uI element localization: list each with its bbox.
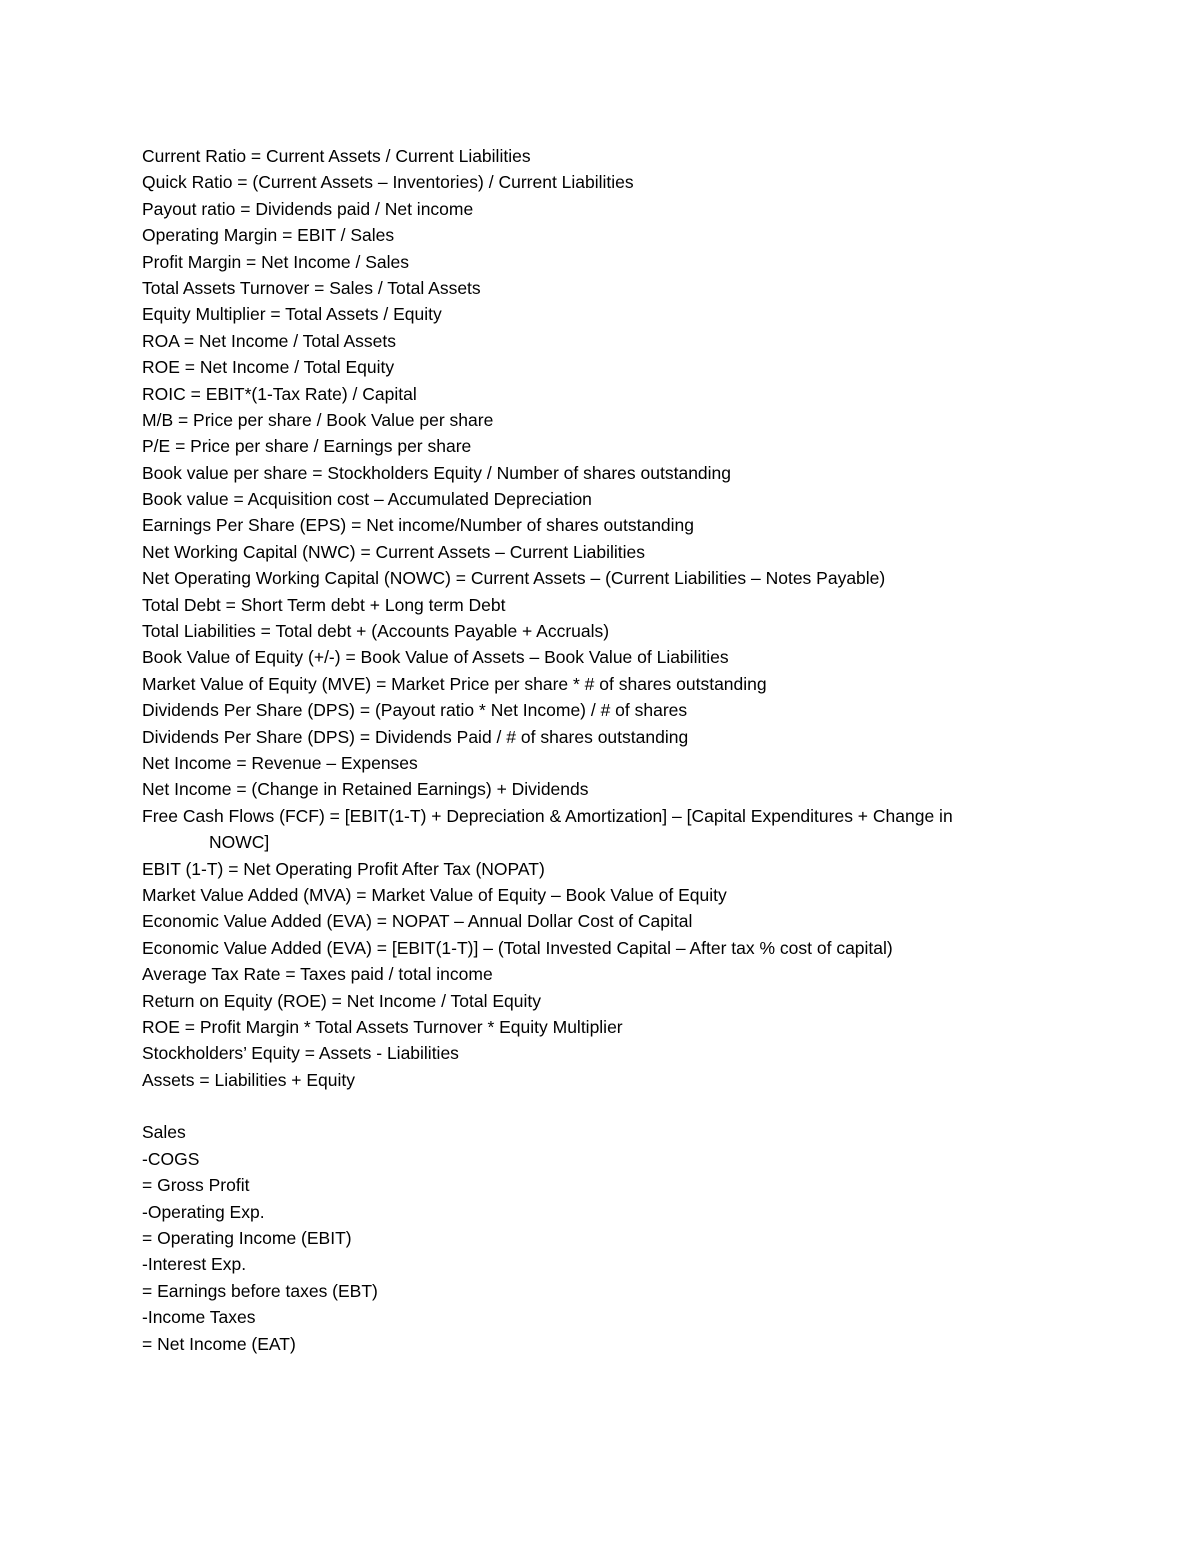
income-statement [142, 1119, 1102, 1357]
formula-line: Average Tax Rate = Taxes paid / total income [142, 964, 493, 985]
formula-line: Book value per share = Stockholders Equity / Number of shares outstanding [142, 462, 732, 483]
formula-line: Earnings Per Share (EPS) = Net income/Number of shares outstanding [142, 515, 695, 536]
income-statement-line: = Earnings before taxes (EBT) [142, 1280, 378, 1301]
formula-line: Assets = Liabilities + Equity [142, 1069, 356, 1090]
formula-line: Profit Margin = Net Income / Sales [142, 251, 409, 272]
formula-line: Return on Equity (ROE) = Net Income / Total Equity [142, 990, 541, 1011]
income-statement-line: Sales [142, 1122, 186, 1143]
formula-line: ROE = Profit Margin * Total Assets Turnover * Equity Multiplier [142, 1016, 623, 1037]
formula-line: Net Income = (Change in Retained Earnings) + Dividends [142, 779, 589, 800]
formula-line: Dividends Per Share (DPS) = (Payout ratio * Net Income) / # of shares [142, 700, 688, 721]
income-statement-line: = Net Income (EAT) [142, 1333, 296, 1354]
document-body [142, 143, 1102, 1357]
formula-line: Book value = Acquisition cost – Accumulated Depreciation [142, 489, 592, 510]
formula-line: Net Working Capital (NWC) = Current Assets – Current Liabilities [142, 541, 645, 562]
formula-line: Market Value Added (MVA) = Market Value of Equity – Book Value of Equity [142, 884, 727, 905]
formula-line: Net Operating Working Capital (NOWC) = Current Assets – (Current Liabilities – Notes Payable) [142, 568, 886, 589]
formula-line: Total Liabilities = Total debt + (Accounts Payable + Accruals) [142, 621, 610, 642]
formula-line: Quick Ratio = (Current Assets – Inventories) / Current Liabilities [142, 172, 634, 193]
blank-line [142, 1093, 1102, 1119]
formula-line: EBIT (1-T) = Net Operating Profit After Tax (NOPAT) [142, 858, 545, 879]
formula-line: Equity Multiplier = Total Assets / Equity [142, 304, 442, 325]
formula-line: Market Value of Equity (MVE) = Market Price per share * # of shares outstanding [142, 673, 767, 694]
formula-line: Free Cash Flows (FCF) = [EBIT(1-T) + Depreciation & Amortization] – [Capital Expenditures + Change in [142, 805, 953, 826]
formula-line: Payout ratio = Dividends paid / Net income [142, 198, 474, 219]
formula-line: M/B = Price per share / Book Value per share [142, 409, 494, 430]
formula-line-continuation: NOWC] [209, 832, 270, 853]
formula-list [142, 143, 1102, 1093]
income-statement-line: = Operating Income (EBIT) [142, 1228, 352, 1249]
formula-line: Total Debt = Short Term debt + Long term Debt [142, 594, 506, 615]
income-statement-line: -Income Taxes [142, 1307, 256, 1328]
formula-line: Operating Margin = EBIT / Sales [142, 225, 395, 246]
formula-line: ROE = Net Income / Total Equity [142, 357, 395, 378]
formula-line: Stockholders’ Equity = Assets - Liabilities [142, 1043, 459, 1064]
formula-line: P/E = Price per share / Earnings per share [142, 436, 472, 457]
formula-line: Total Assets Turnover = Sales / Total Assets [142, 277, 481, 298]
income-statement-line: -Operating Exp. [142, 1201, 265, 1222]
formula-line: ROA = Net Income / Total Assets [142, 330, 397, 351]
income-statement-line: = Gross Profit [142, 1175, 250, 1196]
formula-line: Net Income = Revenue – Expenses [142, 752, 418, 773]
formula-line: ROIC = EBIT*(1-Tax Rate) / Capital [142, 383, 417, 404]
formula-line: Economic Value Added (EVA) = [EBIT(1-T)] – (Total Invested Capital – After tax % cost of capital) [142, 937, 893, 958]
formula-line: Book Value of Equity (+/-) = Book Value of Assets – Book Value of Liabilities [142, 647, 729, 668]
income-statement-line: -Interest Exp. [142, 1254, 247, 1275]
formula-line: Current Ratio = Current Assets / Current Liabilities [142, 146, 531, 166]
formula-line: Dividends Per Share (DPS) = Dividends Paid / # of shares outstanding [142, 726, 689, 747]
income-statement-line: -COGS [142, 1148, 200, 1169]
formula-line: Economic Value Added (EVA) = NOPAT – Annual Dollar Cost of Capital [142, 911, 693, 932]
